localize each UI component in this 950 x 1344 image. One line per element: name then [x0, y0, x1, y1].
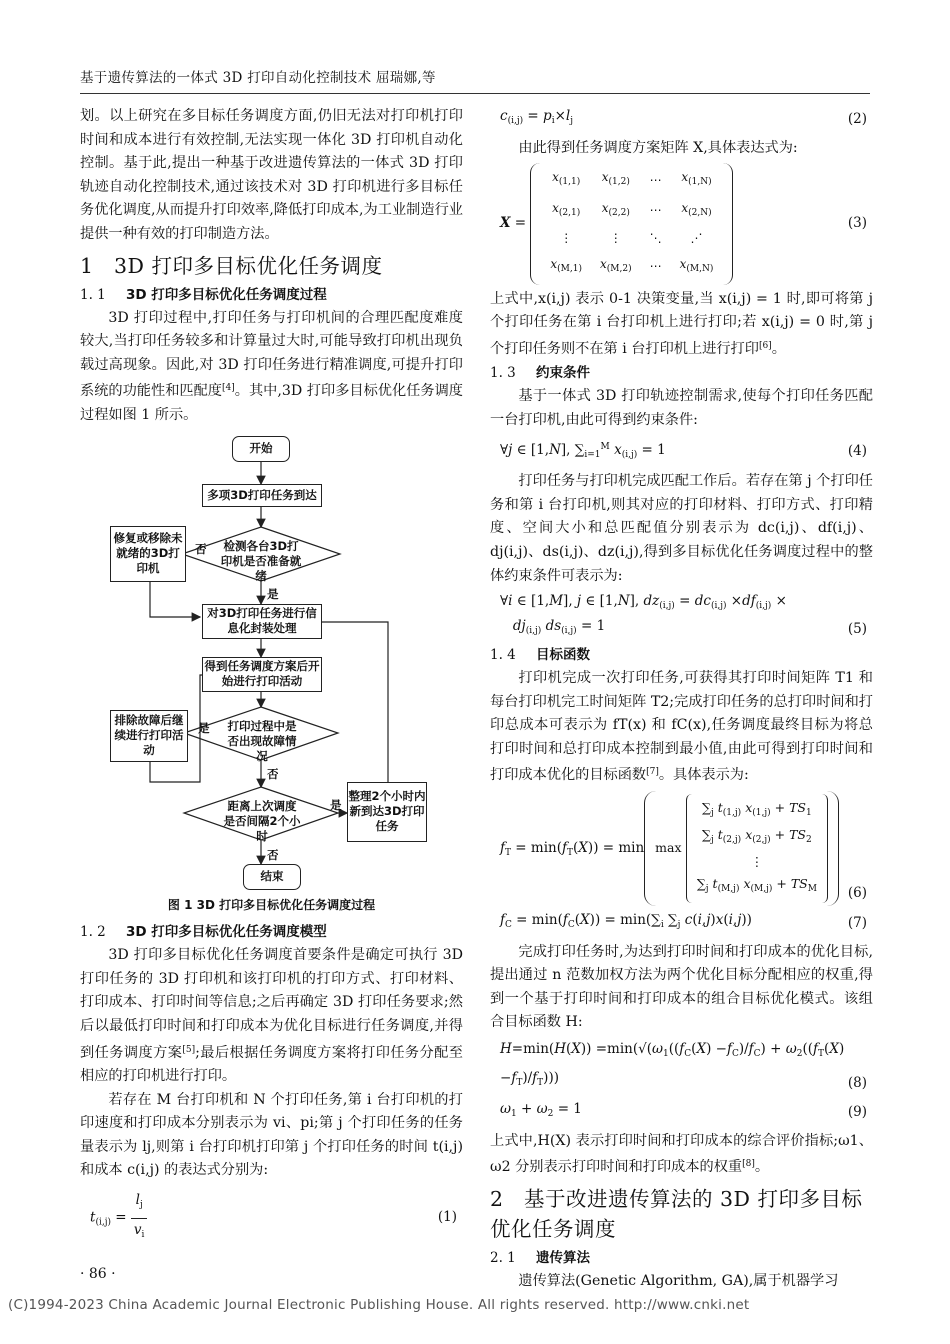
section-2-1-heading: 2. 1 遗传算法: [490, 1250, 590, 1266]
section-1-1-paragraph: 3D 打印过程中,打印任务与打印机间的合理匹配度难度较大,当打印任务较多和计算量过大时,可能导致打印机出现负载过高现象。因此,对 3D 打印任务进行精准调度,可提升打印系统的功能性和匹配度[4]。其中,3D 打印多目标优化任务调度过程如图 1 所示。: [80, 309, 463, 423]
section-1-3-heading: 1. 3 约束条件: [490, 365, 590, 382]
section-1-2-paragraph-b: 若存在 M 台打印机和 N 个打印任务,第 i 台打印机的打印速度和打印成本分别表示为 vi、pi;第 j 个打印任务的任务量表示为 lj,则第 i 台打印机打印第 j 个打印任务的时间 t(i,j) 和成本 c(i,j) 的表达式分别为:: [80, 1091, 463, 1179]
equation-6: $f_T = \min(f_T(X)) = \min \max$ $\sum_j$ $t_{(1,j)}$ $x_{(1,j)} + TS_1$ $\sum_j$ $t_{(2,j)}$ $x_{(2,j)} + TS_2$ ⋮ $\sum_j$ $t_{(M,j)}$ $x_{(M,j)} + TS_M$ (6): [490, 791, 873, 906]
flow-start: 开始: [232, 436, 290, 462]
section-1-2-heading: 1. 2 3D 打印多目标优化任务调度模型: [80, 924, 327, 941]
section-1-4-heading: 1. 4 目标函数: [490, 647, 590, 664]
flow-label-yes-2: 是: [198, 720, 210, 735]
flowchart-figure: [80, 432, 463, 892]
equation-7: $f_C = \min(f_C(X)) = \min(\sum_i$ $\sum_j$ c(i,j)x(i,j)) (7): [500, 912, 867, 931]
equation-5: ∀i ∈ [1,M], j ∈ [1,N], $dz_{(i,j)} = dc_{(i,j)} \times df_{(i,j)}$ × $dj_{(i,j)}$ $ds_{(i,j)} = 1$ (5): [500, 593, 867, 637]
flow-collect-tasks: 整理2个小时内新到达3D打印任务: [347, 782, 427, 842]
equation-4: ∀j ∈ [1,N], $\sum_{i=1}^M$ $x_{(i,j)} = 1$ (4): [500, 441, 867, 460]
matrix-description: 上式中,x(i,j) 表示 0-1 决策变量,当 x(i,j) = 1 时,即可将第 j 个打印任务在第 i 台打印机上进行打印;若 x(i,j) = 0 时,第 j 个打印任务则不在第 i 台打印机上进行打印[6]。: [490, 290, 873, 357]
equation-8: $H=\min(H(X)) =\min(√(\omega_1((f_C(X) -f_C)/f_C) + \omega_2((f_T(X) -f_T)/f_T)))$ (8): [500, 1041, 867, 1091]
right-column: [490, 105, 873, 1294]
intro-paragraph: 划。以上研究在多目标任务调度方面,仍旧无法对打印机打印时间和成本进行有效控制,无法实现一体化 3D 打印机自动化控制。基于此,提出一种基于改进遗传算法的一体式 3D 打印轨迹自动化控制技术,通过该技术对 3D 打印机进行多目标任务优化调度,从而提升打印效率,降低打印成本,为工业制造行业提供一种有效的打印制造方法。: [80, 108, 463, 242]
flow-tasks-arrive: 多项3D打印任务到达: [202, 484, 322, 507]
flow-fault-check: 打印过程中是否出现故障情况: [227, 718, 297, 763]
flow-interval-check: 距离上次调度是否间隔2个小时: [223, 798, 301, 843]
flow-repair-printers: 修复或移除未就绪的3D打印机: [110, 526, 186, 582]
weights-description: 上式中,H(X) 表示打印时间和打印成本的综合评价指标;ω1、ω2 分别表示打印时间和打印成本的权重[8]。: [490, 1132, 873, 1176]
section-1-heading: 1 3D 打印多目标优化任务调度: [80, 253, 383, 278]
section-1-3-paragraph: 基于一体式 3D 打印轨迹控制需求,使每个打印任务匹配一台打印机,由此可得到约束条件:: [490, 388, 873, 428]
section-1-3-paragraph-b: 打印任务与打印机完成匹配工作后。若存在第 j 个打印任务和第 i 台打印机,则其对应的打印材料、打印方式、打印精度、空间大小和总匹配值分别表示为 dc(i,j)、df(i,j)、dj(i,j)、ds(i,j)、dz(i,j),得到多目标优化任务调度过程中的整体约束条件可表示为:: [490, 473, 873, 584]
flow-fix-fault: 排除故障后继续进行打印活动: [110, 710, 188, 762]
flow-start-printing: 得到任务调度方案后开始进行打印活动: [202, 657, 322, 692]
equation-3: X = $x_{(1,1)}$ $x_{(1,2)}$ ⋯ $x_{(1,N)}$ $x_{(2,1)}$ $x_{(2,2)}$ ⋯ $x_{(2,N)}$ ⋮ ⋮ ⋱ ⋰ $x_{(M,1)}$ $x_{(M,2)}$ ⋯ $x_{(M,N)}$ (3): [490, 163, 873, 284]
figure-1-caption: 图 1 3D 打印多目标优化任务调度过程: [167, 897, 376, 912]
matrix-intro: 由此得到任务调度方案矩阵 X,具体表达式为:: [518, 139, 798, 156]
section-2-heading: 2 基于改进遗传算法的 3D 打印多目标优化任务调度: [490, 1187, 863, 1241]
section-1-2-paragraph-a: 3D 打印多目标优化任务调度首要条件是确定可执行 3D 打印任务的 3D 打印机和该打印机的打印方式、打印材料、打印成本、打印时间等信息;之后再确定 3D 打印任务要求;然后以最低打印时间和打印成本为优化目标进行任务调度,并得到任务调度方案[5];最后根据任务调度方案将打印任务分配至相应的打印机进行打印。: [80, 947, 463, 1085]
equation-2: $c_{(i,j)} = p_i\times l_j$ (2): [500, 108, 867, 127]
flow-label-yes-3: 是: [330, 797, 342, 812]
section-1-4-paragraph-b: 完成打印任务时,为达到打印时间和打印成本的优化目标,提出通过 n 范数加权方法为两个优化目标分配相应的权重,得到一个基于打印时间和打印成本的组合目标优化模式。该组合目标函数 H:: [490, 943, 873, 1031]
flow-label-yes-1: 是: [267, 586, 279, 601]
header-rule: [80, 93, 870, 94]
page-number: · 86 ·: [80, 1266, 116, 1282]
flow-label-no-2: 否: [267, 766, 279, 781]
flow-end: 结束: [243, 864, 301, 890]
running-header: 基于遗传算法的一体式 3D 打印自动化控制技术 屈瑞娜,等: [80, 70, 436, 86]
section-2-1-paragraph: 遗传算法(Genetic Algorithm, GA),属于机器学习: [518, 1273, 839, 1289]
copyright-footer: (C)1994-2023 China Academic Journal Electronic Publishing House. All rights reserved. http://www.cnki.net: [8, 1297, 750, 1313]
section-1-4-paragraph: 打印机完成一次打印任务,可获得其打印时间矩阵 T1 和每台打印机完工时间矩阵 T2;完成打印任务的总打印时间和打印总成本可表示为 fT(x) 和 fC(x),任务调度最终目标为将总打印时间和总打印成本控制到最小值,由此可得到打印时间和打印成本优化的目标函数[7]。具体表示为:: [490, 670, 873, 784]
equation-9: $\omega_1 + \omega_2 = 1$ (9): [500, 1101, 867, 1120]
flow-check-printers: 检测各台3D打印机是否准备就绪: [220, 538, 302, 583]
flow-label-no-1: 否: [195, 541, 207, 556]
section-1-1-heading: 1. 1 3D 打印多目标优化任务调度过程: [80, 286, 327, 303]
flow-label-no-3: 否: [267, 847, 279, 862]
flow-encapsulate: 对3D打印任务进行信息化封装处理: [202, 604, 322, 639]
left-column: [80, 105, 463, 1250]
equation-1: $t_{(i,j)}$ = $\frac{l_j}{v_i}$ (1): [80, 1189, 463, 1247]
